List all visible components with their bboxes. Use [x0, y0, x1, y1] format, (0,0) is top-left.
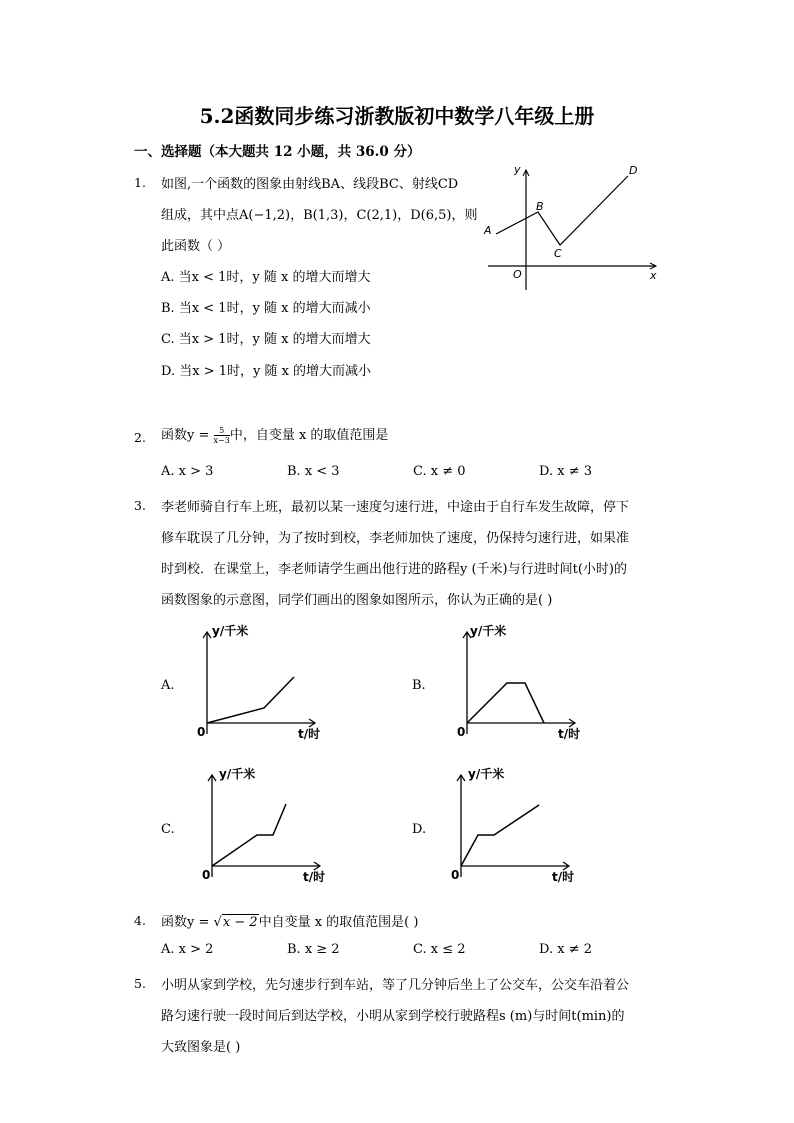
question-number: 1.: [134, 175, 146, 190]
option-c[interactable]: C. x ≠ 0: [413, 464, 466, 479]
question-text: 如图,一个函数的图象由射线BA、线段BC、射线CD: [161, 177, 459, 192]
label-origin: O: [513, 268, 522, 281]
origin-label: 0: [457, 725, 466, 739]
option-b[interactable]: B. x ≥ 2: [287, 942, 340, 957]
question-text: 时到校．在课堂上，李老师请学生画出他行进的路程y (千米)与行进时间t(小时)的: [161, 562, 627, 577]
label-a: A: [484, 224, 492, 237]
function-graph: [496, 176, 628, 245]
question-text: 修车耽误了几分钟，为了按时到校，李老师加快了速度，仍保持匀速行进，如果准: [161, 531, 630, 546]
option-c[interactable]: C. 当x > 1时，y 随 x 的增大而增大: [161, 332, 371, 347]
question-text: 大致图象是( ): [161, 1040, 241, 1055]
question-text: 路匀速行驶一段时间后到达学校，小明从家到学校行驶路程s (m)与时间t(min)的: [161, 1009, 625, 1024]
option-d-label[interactable]: D.: [412, 822, 427, 837]
graph-option-a[interactable]: [190, 620, 340, 745]
t-label: t/时: [298, 727, 321, 741]
q1-function-figure: [478, 158, 668, 293]
fraction-denominator: x−3: [213, 436, 230, 445]
question-number: 2.: [134, 430, 146, 445]
y-label: y/千米: [470, 624, 507, 638]
graph-line: [207, 677, 294, 723]
sqrt-sign: √: [213, 915, 222, 930]
graph-option-c[interactable]: [195, 763, 345, 888]
stem-start: 函数y =: [161, 915, 214, 930]
page-title: 5.2函数同步练习浙教版初中数学八年级上册: [199, 104, 595, 128]
option-b-label[interactable]: B.: [412, 678, 426, 693]
graph-line: [212, 804, 286, 866]
sqrt-radicand: x − 2: [222, 915, 258, 930]
stem-start: 函数y =: [161, 428, 214, 443]
option-b[interactable]: B. 当x < 1时，y 随 x 的增大而减小: [161, 301, 371, 316]
t-label: t/时: [558, 727, 581, 741]
graph-option-d[interactable]: [444, 763, 594, 888]
question-text: 函数图象的示意图，同学们画出的图象如图所示，你认为正确的是( ): [161, 593, 553, 608]
question-text: [161, 911, 418, 930]
origin-label: 0: [197, 725, 206, 739]
y-label: y/千米: [212, 624, 249, 638]
y-label: y/千米: [219, 767, 256, 781]
option-a[interactable]: A. x > 3: [161, 464, 214, 479]
question-text: 组成，其中点A(−1,2)，B(1,3)，C(2,1)，D(6,5)，则: [161, 208, 478, 223]
option-c-label[interactable]: C.: [161, 822, 175, 837]
option-d[interactable]: D. x ≠ 3: [539, 464, 592, 479]
question-number: 3.: [134, 498, 146, 513]
section-heading: 一、选择题（本大题共 12 小题，共 36.0 分）: [134, 144, 421, 160]
question-text: [161, 424, 388, 445]
question-number: 5.: [134, 976, 146, 991]
question-text: 李老师骑自行车上班，最初以某一速度匀速行进，中途由于自行车发生故障，停下: [161, 500, 630, 515]
t-label: t/时: [552, 870, 575, 884]
fraction-numerator: 5: [214, 426, 230, 436]
origin-label: 0: [202, 868, 211, 882]
option-b[interactable]: B. x < 3: [287, 464, 340, 479]
question-number: 4.: [134, 913, 146, 928]
question-text: 小明从家到学校，先匀速步行到车站，等了几分钟后坐上了公交车，公交车沿着公: [161, 978, 630, 993]
y-label: y/千米: [468, 767, 505, 781]
option-a-label[interactable]: A.: [161, 678, 175, 693]
label-c: C: [554, 247, 562, 260]
origin-label: 0: [451, 868, 460, 882]
option-d[interactable]: D. 当x > 1时，y 随 x 的增大而减小: [161, 364, 372, 379]
option-a[interactable]: A. x > 2: [161, 942, 214, 957]
stem-end: 中自变量 x 的取值范围是( ): [258, 915, 419, 930]
graph-line: [461, 805, 539, 866]
label-y: y: [514, 163, 521, 176]
stem-end: 中，自变量 x 的取值范围是: [229, 428, 389, 443]
fraction: [214, 426, 230, 445]
label-d: D: [629, 164, 638, 177]
graph-line: [467, 683, 544, 723]
option-a[interactable]: A. 当x < 1时，y 随 x 的增大而增大: [161, 270, 371, 285]
graph-option-b[interactable]: [450, 620, 600, 745]
t-label: t/时: [303, 870, 326, 884]
label-b: B: [536, 200, 544, 213]
label-x: x: [650, 269, 657, 282]
option-d[interactable]: D. x ≠ 2: [539, 942, 592, 957]
option-c[interactable]: C. x ≤ 2: [413, 942, 466, 957]
question-text: 此函数（ ）: [161, 239, 231, 254]
